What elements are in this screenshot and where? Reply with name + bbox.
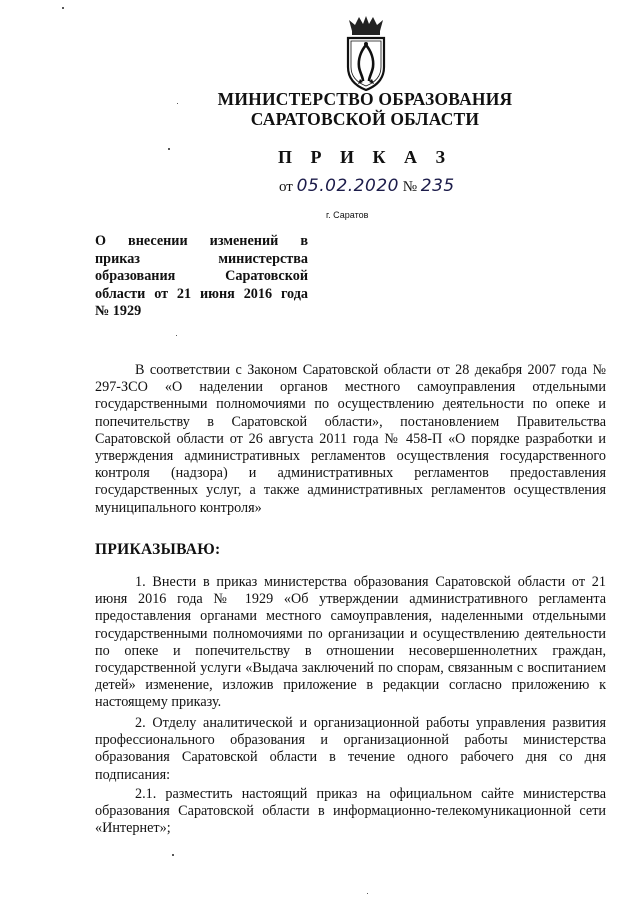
orders-heading: ПРИКАЗЫВАЮ: [95,541,221,558]
ministry-title-line1: МИНИСТЕРСТВО ОБРАЗОВАНИЯ [217,89,513,109]
subject-line: области от 21 июня 2016 года [95,285,308,302]
subject-line: приказ министерства [95,250,308,267]
order-item-2-1: 2.1. разместить настоящий приказ на официальном сайте министерства образования Саратовской области в информационно-телекомуникационной сети «Интернет»; [95,786,606,837]
date-prefix: от [279,179,293,195]
subject-line: О внесении изменений в [95,233,308,249]
scan-speck [172,854,174,856]
subject-line: № 1929 [95,303,142,319]
order-item-2: 2. Отделу аналитической и организационной работы управления развития профессионального образования и организационной работы министерства образования Саратовской области в течение одного рабочего дня со дня подписания: [95,715,606,783]
scan-speck [168,148,170,150]
city-label: г. Саратов [326,210,369,220]
subject-line: образования Саратовской [95,268,308,284]
scan-speck [177,103,178,104]
order-item-1: 1. Внести в приказ министерства образования Саратовской области от 21 июня 2016 года № 1929 «Об утверждении административного регламента предоставления органами местного самоуправления, наделенными отдельными государственными полномочиями по организации и осуществлению деятельности по опеке и попечительству в отношении несовершеннолетних граждан, государственной услуги «Выдача заключений по спорам, связанным с воспитанием детей» изменение, изложив приложение в редакции согласно приложению к настоящему приказу. [95,574,606,711]
scan-speck [62,7,64,9]
handwritten-number: 235 [420,176,455,196]
number-prefix: № [402,179,418,195]
handwritten-date: 05.02.2020 [296,176,399,196]
order-subject [95,233,308,321]
ministry-title-line2: САРАТОВСКОЙ ОБЛАСТИ [250,109,480,129]
date-number-line [279,176,455,196]
scan-speck [367,893,368,894]
document-type-title: П Р И К А З [277,147,453,167]
preamble-paragraph: В соответствии с Законом Саратовской области от 28 декабря 2007 года № 297-ЗСО «О наделении органов местного самоуправления отдельными государственными полномочиями по осуществлению деятельности по опеке и попечительству в Саратовской области», постановлением Правительства Саратовской области от 26 августа 2011 года № 458-П «О порядке разработки и утверждения административных регламентов осуществления государственного контроля (надзора) и административных регламентов предоставления государственных услуг, а также административных регламентов осуществления муниципального контроля» [95,362,606,516]
scan-speck [176,335,177,336]
coat-of-arms-icon [343,15,389,91]
